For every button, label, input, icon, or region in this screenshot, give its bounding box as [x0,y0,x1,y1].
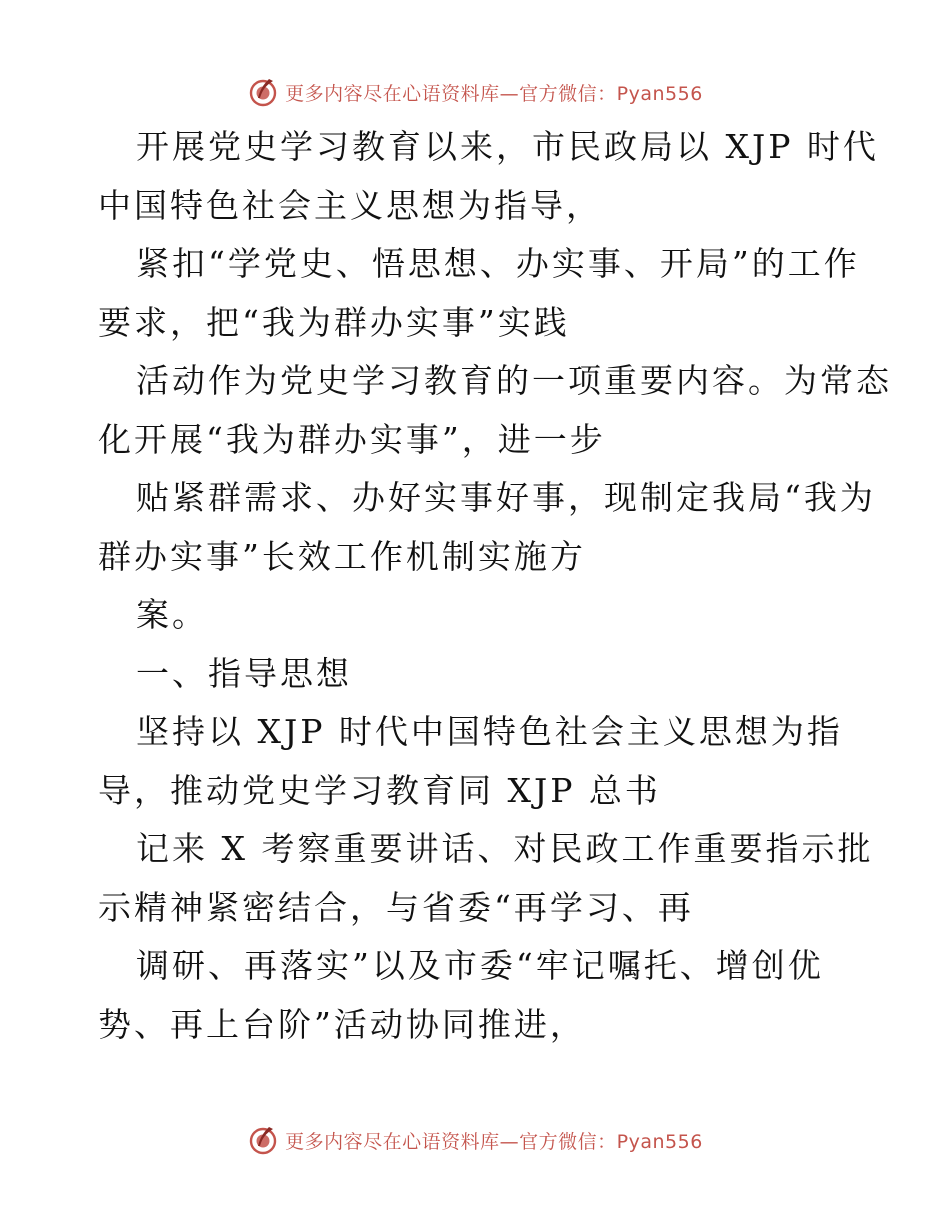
watermark-text: 更多内容尽在心语资料库—官方微信：Pyan556 [285,1130,703,1153]
paragraph-line: 要求，把“我为群办实事”实践 [98,302,570,342]
paragraph-line: 化开展“我为群办实事”，进一步 [98,419,606,459]
document-body [98,118,892,1054]
paragraph-line: 导，推动党史学习教育同 XJP 总书 [98,770,661,810]
paragraph-line: 群办实事”长效工作机制实施方 [98,536,586,576]
paragraph-line: 紧扣“学党史、悟思想、办实事、开局”的工作 [136,244,860,283]
quill-pen-icon [247,1124,279,1156]
paragraph-line: 开展党史学习教育以来，市民政局以 XJP 时代 [136,127,879,166]
paragraph-line: 调研、再落实”以及市委“牢记嘱托、增创优 [136,946,824,985]
paragraph-line: 中国特色社会主义思想为指导， [98,185,602,225]
quill-pen-icon [247,76,279,108]
paragraph-line: 势、再上台阶”活动协同推进， [98,1004,586,1044]
paragraph-line: 贴紧群需求、办好实事好事，现制定我局“我为 [136,478,876,517]
watermark-header [0,72,950,112]
paragraph-line: 记来 X 考察重要讲话、对民政工作重要指示批 [136,829,874,868]
paragraph-line: 坚持以 XJP 时代中国特色社会主义思想为指 [136,712,843,751]
paragraph-line: 一、指导思想 [136,653,352,693]
watermark-footer [0,1120,950,1160]
paragraph-line: 活动作为党史学习教育的一项重要内容。为常态 [136,361,892,400]
paragraph-line: 示精神紧密结合，与省委“再学习、再 [98,887,694,927]
paragraph-line: 案。 [136,595,208,634]
watermark-text: 更多内容尽在心语资料库—官方微信：Pyan556 [285,82,703,105]
